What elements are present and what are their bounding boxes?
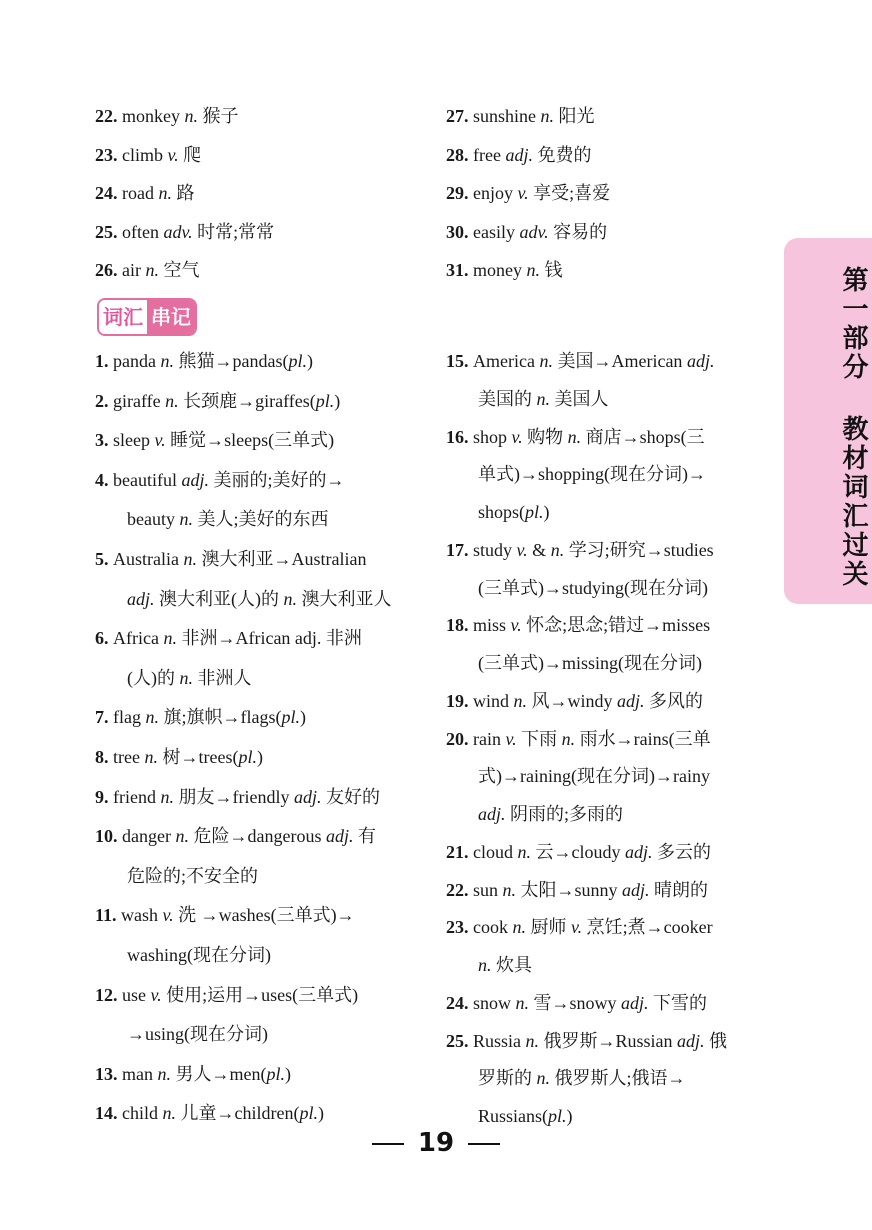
part-of-speech: v.	[571, 917, 583, 938]
part-of-speech: n.	[160, 786, 174, 807]
entry-text: 式)→raining(现在分词)→rainy	[478, 766, 710, 787]
part-of-speech: v.	[167, 144, 179, 165]
part-of-speech: pl.	[299, 1103, 318, 1124]
entry-continuation	[478, 764, 710, 788]
part-of-speech: v.	[517, 183, 529, 203]
entry-text: 下雪的	[648, 992, 708, 1013]
vocab-entry	[446, 258, 563, 282]
entry-text: danger	[122, 826, 176, 847]
part-of-speech: pl.	[548, 1106, 567, 1126]
entry-text: 友好的	[321, 786, 380, 807]
entry-number: 21.	[446, 841, 473, 862]
entry-text: )	[334, 390, 341, 411]
entry-number: 30.	[446, 221, 473, 242]
entry-text: 睡觉→sleeps(三单式)	[165, 430, 335, 451]
entry-number: 22.	[95, 106, 122, 126]
vocab-entry	[95, 785, 380, 809]
entry-number: 20.	[446, 728, 473, 749]
entry-text: 美国→American	[552, 351, 687, 371]
entry-number: 10.	[95, 826, 122, 847]
part-of-speech: adv.	[163, 221, 193, 242]
entry-text: )	[256, 747, 263, 767]
entry-text: )	[299, 707, 306, 728]
part-of-speech: adj.	[127, 588, 155, 609]
vocab-entry	[95, 349, 313, 373]
entry-text: flag	[113, 707, 146, 728]
entry-text: 旗;旗帜→flags(	[158, 707, 282, 728]
entry-text: child	[122, 1103, 163, 1124]
entry-text: panda	[113, 351, 161, 371]
entry-text: 美国的	[478, 388, 537, 409]
entry-text: 购物	[522, 426, 568, 447]
part-of-speech: v.	[150, 984, 162, 1005]
part-of-speech: n.	[179, 509, 193, 530]
part-of-speech: adj.	[625, 841, 653, 862]
part-of-speech: pl.	[281, 707, 300, 728]
entry-continuation	[127, 864, 258, 888]
entry-text: cloud	[473, 841, 518, 862]
part-of-speech: adj.	[325, 826, 354, 847]
entry-text: 烹饪;煮→cooker	[582, 917, 713, 938]
entry-text: 享受;喜爱	[528, 183, 611, 203]
entry-number: 8.	[95, 747, 113, 767]
part-of-speech: v.	[511, 426, 523, 447]
entry-text: 危险→dangerous	[188, 826, 326, 847]
section-label-part2: 串记	[147, 300, 195, 334]
entry-continuation	[478, 802, 623, 826]
entry-text: 太阳→sunny	[516, 879, 623, 900]
entry-number: 15.	[446, 351, 473, 371]
part-of-speech: v.	[154, 430, 166, 451]
vocab-entry	[446, 425, 705, 449]
part-of-speech: adj.	[677, 1030, 705, 1051]
entry-text: money	[473, 260, 527, 280]
entry-number: 24.	[446, 992, 473, 1013]
entry-continuation	[127, 587, 392, 611]
part-of-speech: v.	[162, 905, 174, 926]
entry-number: 23.	[446, 917, 473, 938]
entry-text: )	[285, 1063, 291, 1084]
part-of-speech: n.	[536, 388, 550, 409]
vocab-entry	[95, 705, 306, 729]
entry-text: wash	[121, 905, 163, 926]
entry-text: 单式)→shopping(现在分词)→	[478, 464, 706, 485]
entry-number: 13.	[95, 1063, 122, 1084]
entry-text: sun	[473, 879, 503, 900]
vocab-entry	[446, 878, 708, 902]
vocab-entry	[446, 349, 714, 373]
entry-text: 有	[353, 826, 376, 847]
dash-left	[372, 1143, 404, 1145]
entry-number: 18.	[446, 615, 473, 636]
vocab-entry	[446, 613, 710, 637]
entry-number: 14.	[95, 1103, 122, 1124]
part-of-speech: pl.	[238, 747, 257, 767]
vocab-entry	[95, 143, 201, 167]
vocab-entry	[95, 745, 263, 769]
vocab-entry	[95, 1062, 291, 1086]
page-footer	[0, 1128, 872, 1158]
entry-text: 美人;美好的东西	[192, 509, 329, 530]
entry-continuation	[127, 507, 329, 531]
entry-number: 25.	[95, 221, 122, 242]
part-of-speech: n.	[561, 728, 576, 749]
entry-text: 美丽的;美好的→	[209, 469, 345, 490]
entry-text: 商店→shops(三	[581, 426, 705, 447]
part-of-speech: n.	[145, 260, 159, 280]
part-of-speech: n.	[179, 667, 193, 688]
entry-text: 下雨	[516, 728, 562, 749]
entry-text: beautiful	[113, 469, 182, 490]
entry-number: 25.	[446, 1030, 473, 1051]
entry-text: 澳大利亚人	[297, 588, 392, 609]
entry-number: 27.	[446, 106, 473, 126]
vocab-entry	[95, 428, 334, 452]
entry-number: 2.	[95, 390, 113, 411]
part-of-speech: n.	[526, 260, 540, 280]
entry-number: 1.	[95, 351, 113, 371]
part-of-speech: n.	[539, 351, 553, 371]
entry-continuation	[127, 1022, 268, 1046]
entry-text: shops(	[478, 502, 526, 522]
part-of-speech: n.	[157, 1063, 171, 1084]
vocab-entry	[446, 840, 711, 864]
entry-text: 多云的	[652, 841, 712, 862]
entry-text: monkey	[122, 106, 185, 126]
entry-number: 24.	[95, 183, 122, 203]
entry-text: road	[122, 183, 159, 203]
page-number: 19	[417, 1128, 455, 1158]
entry-text: 俄	[704, 1030, 728, 1051]
part-of-speech: n.	[175, 826, 189, 847]
part-of-speech: n.	[162, 1103, 176, 1124]
entry-number: 6.	[95, 628, 113, 649]
entry-text: beauty	[127, 509, 180, 530]
part-of-speech: n.	[567, 426, 582, 447]
part-of-speech: pl.	[288, 351, 307, 371]
vocab-entry	[446, 915, 713, 939]
part-of-speech: adj.	[478, 804, 506, 824]
entry-text: friend	[113, 786, 161, 807]
part-of-speech: n.	[515, 992, 530, 1013]
chapter-side-tab	[784, 238, 872, 604]
entry-number: 29.	[446, 183, 473, 203]
entry-text: Africa	[113, 628, 164, 649]
entry-text: 学习;研究→studies	[564, 539, 714, 560]
entry-continuation	[127, 943, 271, 967]
entry-text: free	[473, 144, 506, 165]
entry-text: 雨水→rains(三单	[575, 728, 711, 749]
entry-text: miss	[473, 615, 511, 636]
vocab-entry	[446, 104, 595, 128]
entry-text: )	[306, 351, 313, 371]
entry-text: man	[122, 1063, 158, 1084]
vocab-entry	[446, 220, 607, 244]
entry-text: 云→cloudy	[531, 841, 625, 862]
vocab-entry	[95, 104, 239, 128]
entry-text: washing(现在分词)	[127, 945, 271, 965]
vocab-entry	[446, 991, 707, 1015]
part-of-speech: adj.	[622, 879, 650, 900]
entry-text: wind	[473, 690, 514, 711]
entry-text: America	[473, 351, 540, 371]
entry-text: easily	[473, 221, 520, 242]
entry-text: 危险的;不安全的	[127, 865, 259, 886]
entry-text: )	[543, 502, 550, 522]
part-of-speech: n.	[145, 707, 159, 728]
entry-text: 洗 →washes(三单式)→	[173, 905, 355, 926]
vocab-entry	[95, 468, 345, 492]
entry-continuation	[478, 953, 532, 977]
vocab-entry	[95, 824, 376, 848]
entry-text: 澳大利亚→Australian	[196, 549, 367, 569]
entry-text: 空气	[158, 260, 200, 280]
entry-number: 16.	[446, 426, 473, 447]
entry-continuation	[478, 1066, 686, 1090]
entry-continuation	[478, 462, 706, 486]
part-of-speech: n.	[283, 588, 298, 609]
vocab-entry	[95, 983, 358, 1007]
entry-number: 17.	[446, 539, 473, 560]
entry-text: 容易的	[548, 221, 608, 242]
part-of-speech: adv.	[519, 221, 549, 242]
part-of-speech: n.	[512, 917, 526, 938]
entry-number: 22.	[446, 879, 473, 900]
entry-text: (人)的	[127, 667, 180, 688]
part-of-speech: n.	[165, 390, 179, 411]
vocab-entry	[446, 143, 591, 167]
part-of-speech: adj.	[181, 469, 209, 490]
part-of-speech: adj.	[621, 992, 649, 1013]
entry-number: 19.	[446, 690, 473, 711]
part-of-speech: n.	[540, 106, 554, 126]
entry-text: 猴子	[198, 106, 239, 126]
entry-text: 风→windy	[527, 690, 617, 711]
entry-text: 阴雨的;多雨的	[505, 804, 624, 824]
entry-text: 俄罗斯人;俄语→	[550, 1068, 686, 1089]
part-of-speech: n.	[160, 351, 174, 371]
entry-text: 树→trees(	[157, 747, 239, 767]
entry-text: snow	[473, 992, 516, 1013]
entry-text: sunshine	[473, 106, 541, 126]
section-label-part1: 词汇	[99, 300, 147, 334]
entry-text: often	[122, 221, 164, 242]
vocab-entry	[95, 626, 362, 650]
entry-text: 俄罗斯→Russian	[539, 1030, 678, 1051]
entry-text: Russia	[473, 1030, 526, 1051]
entry-text: study	[473, 539, 517, 560]
entry-text: )	[566, 1106, 573, 1126]
entry-number: 9.	[95, 786, 113, 807]
part-of-speech: n.	[158, 183, 172, 203]
entry-text: (三单式)→studying(现在分词)	[478, 577, 708, 598]
part-of-speech: adj.	[293, 786, 322, 807]
entry-number: 26.	[95, 260, 122, 280]
entry-text: 儿童→children(	[176, 1103, 300, 1124]
entry-text: 使用;运用→uses(三单式)	[161, 984, 359, 1005]
entry-text: 怀念;思念;错过→misses	[521, 615, 711, 636]
part-of-speech: n.	[163, 628, 177, 649]
entry-text: 阳光	[554, 106, 595, 126]
entry-number: 11.	[95, 905, 122, 926]
entry-text: tree	[113, 747, 145, 767]
entry-text: (三单式)→missing(现在分词)	[478, 653, 702, 673]
part-of-speech: n.	[183, 549, 197, 569]
part-of-speech: n.	[517, 841, 531, 862]
part-of-speech: n.	[513, 690, 527, 711]
entry-text: 厨师	[526, 917, 571, 938]
entry-number: 31.	[446, 260, 473, 280]
section-label	[97, 298, 197, 336]
entry-number: 23.	[95, 144, 122, 165]
entry-number: 28.	[446, 144, 473, 165]
entry-number: 4.	[95, 469, 113, 490]
part-of-speech: pl.	[525, 502, 544, 522]
entry-text: air	[122, 260, 146, 280]
vocab-entry	[95, 389, 340, 413]
entry-text: Australia	[113, 549, 184, 569]
vocab-entry	[446, 727, 711, 751]
entry-text: 钱	[540, 260, 563, 280]
entry-text: shop	[473, 426, 512, 447]
entry-text: 雪→snowy	[529, 992, 622, 1013]
part-of-speech: n.	[144, 747, 158, 767]
vocab-entry	[95, 903, 355, 927]
entry-number: 7.	[95, 707, 113, 728]
part-of-speech: n.	[525, 1030, 540, 1051]
chapter-title: 第一部分 教材词汇过关	[838, 266, 868, 589]
entry-text: rain	[473, 728, 506, 749]
entry-text: 朋友→friendly	[173, 786, 294, 807]
entry-text: use	[122, 984, 151, 1005]
part-of-speech: n.	[478, 955, 492, 975]
vocab-entry	[95, 547, 366, 571]
part-of-speech: adj.	[505, 144, 533, 165]
entry-number: 12.	[95, 984, 122, 1005]
part-of-speech: n.	[550, 539, 565, 560]
entry-continuation	[478, 576, 708, 600]
entry-continuation	[478, 387, 609, 411]
vocab-entry	[446, 181, 610, 205]
entry-text: →using(现在分词)	[127, 1024, 268, 1045]
entry-text: &	[527, 539, 551, 560]
entry-text: giraffe	[113, 390, 166, 411]
entry-text: 多风的	[644, 690, 704, 711]
part-of-speech: n.	[184, 106, 198, 126]
vocab-entry	[95, 220, 274, 244]
entry-number: 3.	[95, 430, 113, 451]
vocab-entry	[95, 1101, 324, 1125]
entry-number: 5.	[95, 549, 113, 569]
entry-text: 时常;常常	[192, 221, 275, 242]
entry-text: 男人→men(	[171, 1063, 267, 1084]
vocab-entry	[95, 181, 194, 205]
entry-text: enjoy	[473, 183, 518, 203]
part-of-speech: pl.	[315, 390, 335, 411]
dash-right	[468, 1143, 500, 1145]
entry-text: 炊具	[491, 955, 532, 975]
entry-continuation	[127, 666, 252, 690]
entry-text: climb	[122, 144, 168, 165]
part-of-speech: v.	[510, 615, 522, 636]
entry-text: 澳大利亚(人)的	[154, 588, 284, 609]
entry-text: cook	[473, 917, 513, 938]
entry-text: sleep	[113, 430, 155, 451]
vocab-entry	[95, 258, 199, 282]
entry-continuation	[478, 500, 550, 524]
entry-text: 熊猫→pandas(	[173, 351, 289, 371]
part-of-speech: v.	[516, 539, 528, 560]
entry-text: 爬	[178, 144, 202, 165]
vocab-entry	[446, 538, 714, 562]
part-of-speech: pl.	[266, 1063, 285, 1084]
part-of-speech: n.	[536, 1068, 550, 1089]
entry-text: 非洲→African adj. 非洲	[176, 628, 362, 649]
entry-text: )	[317, 1103, 324, 1124]
entry-text: 路	[171, 183, 195, 203]
entry-continuation	[478, 651, 702, 675]
entry-text: 晴朗的	[649, 879, 709, 900]
entry-text: 非洲人	[193, 667, 252, 688]
part-of-speech: v.	[505, 728, 517, 749]
part-of-speech: n.	[502, 879, 517, 900]
vocab-entry	[446, 689, 703, 713]
entry-text: 美国人	[550, 388, 609, 409]
entry-text: Russians(	[478, 1106, 549, 1126]
entry-text: 罗斯的	[478, 1068, 537, 1089]
entry-text: 长颈鹿→giraffes(	[178, 390, 316, 411]
part-of-speech: adj.	[686, 351, 715, 371]
vocab-entry	[446, 1029, 727, 1053]
part-of-speech: adj.	[617, 690, 645, 711]
entry-continuation	[478, 1104, 573, 1128]
entry-text: 免费的	[532, 144, 592, 165]
